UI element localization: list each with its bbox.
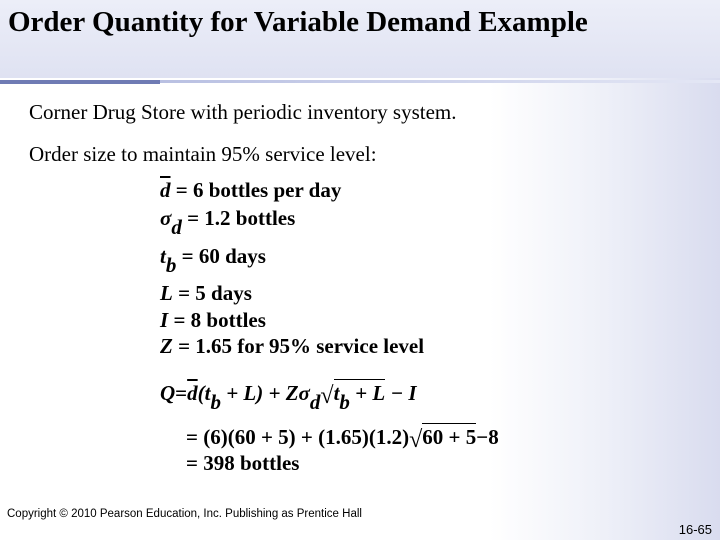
formula-radicand: tb + L	[333, 381, 386, 414]
sqrt-sign: √	[320, 383, 334, 409]
sqrt-sign-2: √	[409, 427, 423, 453]
slide-number: 16-65	[678, 522, 712, 537]
var-Z: Z = 1.65 for 95% service level	[160, 334, 425, 358]
substitution-radicand: 60 + 5	[422, 425, 477, 449]
intro-line: Corner Drug Store with periodic inventory system.	[29, 100, 457, 124]
var-sigma-d: σd = 1.2 bottles	[160, 206, 296, 239]
var-d: $\overline{d} = 6$ bottles per day	[160, 178, 342, 202]
substitution-square-root	[409, 424, 476, 451]
title-rule-light	[160, 80, 720, 83]
formula-square-root	[320, 380, 386, 414]
formula-substitution: = (6)(60 + 5) + (1.65)(1.2)√60 + 5−8	[186, 425, 499, 453]
var-L: L = 5 days	[160, 281, 252, 305]
title-rule-dark	[0, 80, 160, 84]
order-quantity-formula: $Q=\overline{d}(tb + L) + Z\sigma d√tb + L - I$	[160, 381, 417, 414]
slide-title: Order Quantity for Variable Demand Example	[8, 6, 588, 38]
var-I: I = 8 bottles	[160, 308, 266, 332]
var-tb: tb = 60 days	[160, 244, 266, 277]
formula-result: = 398 bottles	[186, 451, 300, 475]
copyright-notice: Copyright © 2010 Pearson Education, Inc. Publishing as Prentice Hall	[7, 508, 362, 520]
service-level-line: Order size to maintain 95% service level:	[29, 142, 377, 166]
